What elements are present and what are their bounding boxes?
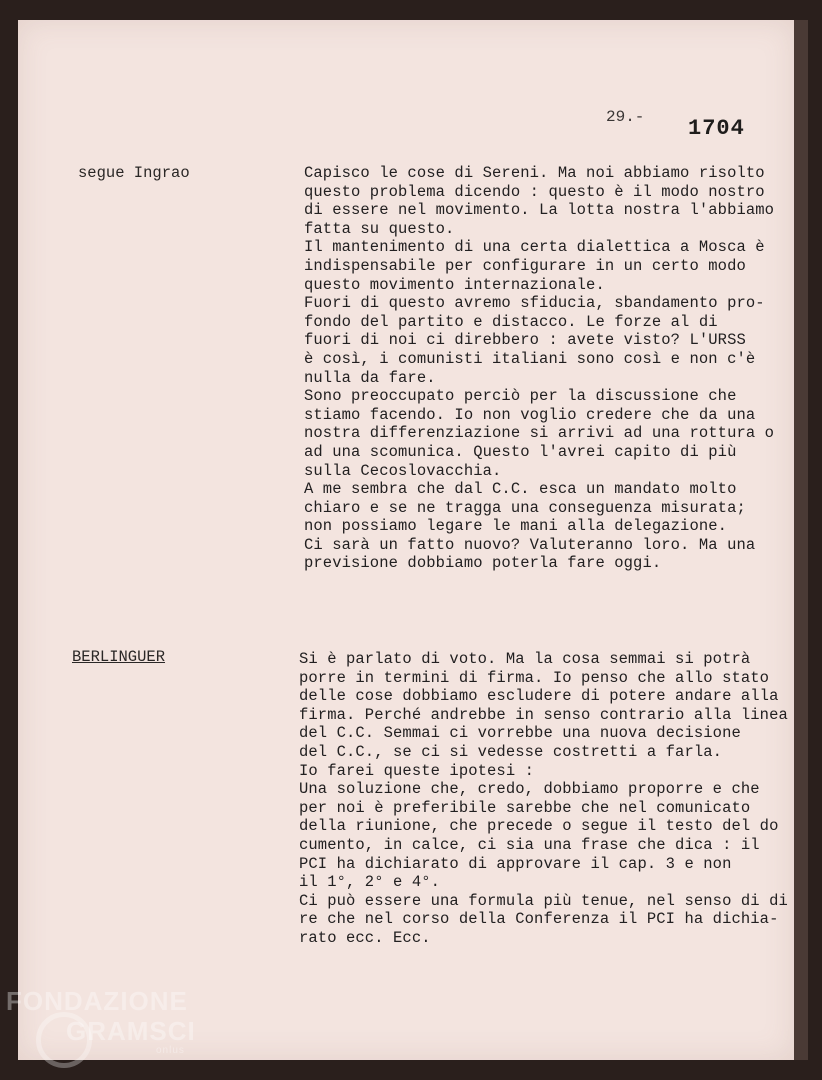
text-line: Sono preoccupato perciò per la discussione che <box>304 387 737 406</box>
text-line: Si è parlato di voto. Ma la cosa semmai si potrà <box>299 650 751 668</box>
text-line: ad una scomunica. Questo l'avrei capito di più <box>304 442 737 461</box>
text-line: Capisco le cose di Sereni. Ma noi abbiamo risolto <box>304 164 765 182</box>
speaker-berlinguer: BERLINGUER <box>72 648 166 666</box>
text-line: del C.C. Semmai ci vorrebbe una nuova decisione <box>299 724 741 743</box>
text-line: è così, i comunisti italiani sono così e non c'è <box>304 349 756 368</box>
text-line: questo movimento internazionale. <box>304 275 605 294</box>
speech-block-ingrao <box>304 164 774 573</box>
text-line: porre in termini di firma. Io penso che allo stato <box>299 668 770 687</box>
text-line: stiamo facendo. Io non voglio credere che da una <box>304 405 756 424</box>
text-line: fatta su questo. <box>304 219 455 238</box>
text-line: Ci può essere una formula più tenue, nel senso di di <box>299 891 788 910</box>
text-line: A me sembra che dal C.C. esca un mandato molto <box>304 480 737 499</box>
text-line: Io farei queste ipotesi : <box>299 761 535 780</box>
watermark-line2: GRAMSCI <box>66 1016 196 1046</box>
text-line: previsione dobbiamo poterla fare oggi. <box>304 554 662 573</box>
text-line: nulla da fare. <box>304 368 436 387</box>
speech-block-berlinguer <box>299 650 788 948</box>
text-line: non possiamo legare le mani alla delegazione. <box>304 517 728 536</box>
text-line: rato ecc. Ecc. <box>299 928 431 947</box>
text-line: nostra differenziazione si arrivi ad una rottura o <box>304 424 775 443</box>
text-line: re che nel corso della Conferenza il PCI ha dichia- <box>299 910 779 929</box>
text-line: indispensabile per configurare in un certo modo <box>304 256 746 275</box>
text-line: fondo del partito e distacco. Le forze al di <box>304 312 718 331</box>
page-number: 29.- <box>606 108 645 126</box>
text-line: il 1°, 2° e 4°. <box>299 873 441 892</box>
page-edge <box>794 20 808 1060</box>
text-line: del C.C., se ci si vedesse costretti a farla. <box>299 742 723 761</box>
text-line: firma. Perché andrebbe in senso contrario alla linea <box>299 705 788 724</box>
text-line: PCI ha dichiarato di approvare il cap. 3 e non <box>299 854 732 873</box>
text-line: questo problema dicendo : questo è il modo nostro <box>304 182 765 201</box>
text-line: Ci sarà un fatto nuovo? Valuteranno loro. Ma una <box>304 535 756 554</box>
watermark <box>6 986 196 1056</box>
text-line: fuori di noi ci direbbero : avete visto? L'URSS <box>304 331 746 350</box>
text-line: cumento, in calce, ci sia una frase che dica : il <box>299 835 760 854</box>
text-line: sulla Cecoslovacchia. <box>304 461 502 480</box>
text-line: di essere nel movimento. La lotta nostra l'abbiamo <box>304 201 775 220</box>
text-line: Fuori di questo avremo sfiducia, sbandamento pro- <box>304 294 765 313</box>
text-line: per noi è preferibile sarebbe che nel comunicato <box>299 798 751 817</box>
watermark-line1: FONDAZIONE <box>6 986 188 1016</box>
text-line: chiaro e se ne tragga una conseguenza misurata; <box>304 498 746 517</box>
text-line: Una soluzione che, credo, dobbiamo proporre e che <box>299 780 760 799</box>
text-line: della riunione, che precede o segue il testo del do <box>299 817 779 836</box>
watermark-line3: onlus <box>156 1045 185 1056</box>
text-line: Il mantenimento di una certa dialettica a Mosca è <box>304 238 765 257</box>
document-number: 1704 <box>688 116 745 141</box>
text-line: delle cose dobbiamo escludere di potere andare alla <box>299 687 779 706</box>
speaker-ingrao: segue Ingrao <box>78 164 190 182</box>
